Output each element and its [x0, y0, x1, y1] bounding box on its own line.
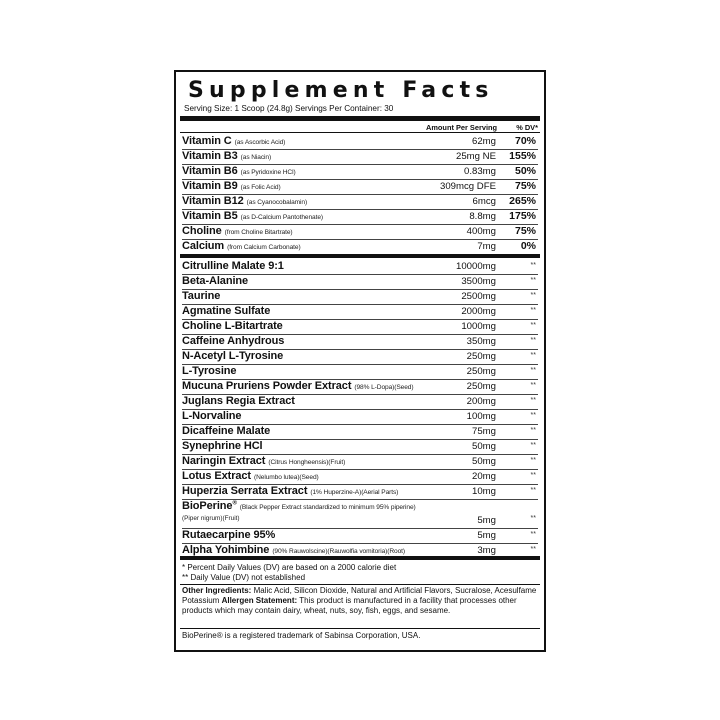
- other-ingredients: [182, 586, 542, 617]
- ingredient-row: [182, 259, 538, 275]
- amount-per-serving: 10000mg: [455, 261, 496, 272]
- registered-mark: ®: [232, 500, 237, 507]
- thin-divider: [180, 584, 540, 585]
- amount-header: Amount Per Serving: [426, 123, 498, 132]
- nutrient-name: Taurine: [182, 290, 221, 302]
- dv-header: % DV*: [516, 123, 538, 132]
- amount-per-serving: 20mg: [472, 471, 496, 482]
- nutrient-source: (Citrus Hongheensis)(Fruit): [268, 459, 346, 466]
- vitamin-row: [182, 209, 538, 225]
- ingredient-row: [182, 499, 538, 529]
- ingredient-row: [182, 484, 538, 500]
- ingredient-row: [182, 424, 538, 440]
- nutrient-source: (Nelumbo lutea)(Seed): [254, 474, 319, 481]
- daily-value: **: [530, 322, 536, 329]
- ingredient-row: [182, 334, 538, 350]
- nutrient-name: Alpha Yohimbine (90% Rauwolscine)(Rauwolfia vomitoria)(Root): [182, 544, 405, 556]
- daily-value: **: [530, 412, 536, 419]
- daily-value: 0%: [520, 240, 536, 252]
- nutrient-source: (as Folic Acid): [240, 184, 281, 191]
- allergen-text: This product is manufactured in a facility that processes other products which may contain dairy, wheat, nuts, soy, fish, eggs, and sesame.: [182, 596, 517, 616]
- amount-per-serving: 10mg: [472, 486, 496, 497]
- amount-per-serving: 0.83mg: [464, 166, 496, 177]
- nutrient-source: (Black Pepper Extract standardized to minimum 95% piperine): [239, 504, 416, 511]
- nutrient-source: (from Choline Bitartrate): [224, 229, 293, 236]
- nutrient-name: Vitamin B5 (as D-Calcium Pantothenate): [182, 210, 323, 222]
- nutrient-source: (98% L-Dopa)(Seed): [354, 384, 414, 391]
- amount-per-serving: 8.8mg: [469, 211, 496, 222]
- amount-per-serving: 2000mg: [461, 306, 496, 317]
- ingredient-row: [182, 394, 538, 410]
- nutrient-source: (as D-Calcium Pantothenate): [240, 214, 323, 221]
- nutrient-source: (as Niacin): [240, 154, 272, 161]
- amount-per-serving: 350mg: [466, 336, 496, 347]
- amount-per-serving: 5mg: [477, 515, 496, 526]
- daily-value: 50%: [514, 165, 536, 177]
- nutrient-name: Dicaffeine Malate: [182, 425, 271, 437]
- thin-divider: [180, 628, 540, 629]
- ingredient-row: [182, 349, 538, 365]
- daily-value: **: [530, 515, 536, 522]
- amount-per-serving: 3500mg: [461, 276, 496, 287]
- nutrient-source: (as Pyridoxine HCl): [240, 169, 296, 176]
- amount-per-serving: 5mg: [477, 530, 496, 541]
- amount-per-serving: 3mg: [477, 545, 496, 556]
- daily-value: **: [530, 277, 536, 284]
- nutrient-name: Choline (from Choline Bitartrate): [182, 225, 293, 237]
- nutrient-source-continued: (Piper nigrum)(Fruit): [182, 515, 240, 522]
- ingredient-row: [182, 319, 538, 335]
- amount-per-serving: 309mcg DFE: [440, 181, 496, 192]
- amount-per-serving: 250mg: [466, 381, 496, 392]
- amount-per-serving: 200mg: [466, 396, 496, 407]
- daily-value: **: [530, 367, 536, 374]
- ingredient-row: [182, 274, 538, 290]
- amount-per-serving: 50mg: [472, 441, 496, 452]
- trademark-note: BioPerine® is a registered trademark of Sabinsa Corporation, USA.: [182, 631, 421, 640]
- amount-per-serving: 250mg: [466, 351, 496, 362]
- daily-value: 155%: [509, 150, 536, 162]
- daily-value: 175%: [509, 210, 536, 222]
- ingredient-row: [182, 364, 538, 380]
- vitamin-row: [182, 149, 538, 165]
- nutrient-name: Calcium (from Calcium Carbonate): [182, 240, 301, 252]
- thick-divider: [180, 556, 540, 560]
- thin-divider: [180, 132, 540, 133]
- vitamin-row: [182, 194, 538, 210]
- nutrient-name: BioPerine®(Black Pepper Extract standardized to minimum 95% piperine): [182, 500, 416, 512]
- vitamin-row: [182, 164, 538, 180]
- amount-per-serving: 400mg: [466, 226, 496, 237]
- daily-value: **: [530, 352, 536, 359]
- daily-value: **: [530, 262, 536, 269]
- thick-divider: [180, 254, 540, 258]
- ingredient-row: [182, 469, 538, 485]
- nutrient-name: Vitamin B12 (as Cyanocobalamin): [182, 195, 308, 207]
- nutrient-name: Mucuna Pruriens Powder Extract (98% L-Dopa)(Seed): [182, 380, 414, 392]
- nutrient-name: L-Tyrosine: [182, 365, 237, 377]
- nutrient-name: Lotus Extract (Nelumbo lutea)(Seed): [182, 470, 319, 482]
- nutrient-name: Synephrine HCl: [182, 440, 263, 452]
- daily-value: **: [530, 382, 536, 389]
- daily-value: **: [530, 442, 536, 449]
- daily-value: **: [530, 337, 536, 344]
- nutrient-name: Vitamin C (as Ascorbic Acid): [182, 135, 286, 147]
- ingredient-row: [182, 289, 538, 305]
- panel-title: Supplement Facts: [188, 78, 494, 103]
- amount-per-serving: 100mg: [466, 411, 496, 422]
- amount-per-serving: 7mg: [477, 241, 496, 252]
- daily-value: 265%: [509, 195, 536, 207]
- nutrient-name: N-Acetyl L-Tyrosine: [182, 350, 284, 362]
- footnote-not-established: ** Daily Value (DV) not established: [182, 573, 306, 582]
- daily-value: **: [530, 397, 536, 404]
- nutrient-name: Agmatine Sulfate: [182, 305, 271, 317]
- ingredient-row: [182, 528, 538, 544]
- ingredient-row: [182, 409, 538, 425]
- daily-value: **: [530, 292, 536, 299]
- amount-per-serving: 6mcg: [472, 196, 496, 207]
- nutrient-name: Vitamin B6 (as Pyridoxine HCl): [182, 165, 296, 177]
- amount-per-serving: 50mg: [472, 456, 496, 467]
- daily-value: **: [530, 531, 536, 538]
- nutrient-source: (as Ascorbic Acid): [234, 139, 286, 146]
- nutrient-name: Beta-Alanine: [182, 275, 249, 287]
- nutrient-name: Choline L-Bitartrate: [182, 320, 283, 332]
- amount-per-serving: 2500mg: [461, 291, 496, 302]
- nutrient-source: (1% Huperzine-A)(Aerial Parts): [310, 489, 399, 496]
- daily-value: **: [530, 307, 536, 314]
- nutrient-name: Rutaecarpine 95%: [182, 529, 276, 541]
- amount-per-serving: 75mg: [472, 426, 496, 437]
- footnote-dv: * Percent Daily Values (DV) are based on a 2000 calorie diet: [182, 563, 397, 572]
- ingredient-row: [182, 454, 538, 470]
- other-ingredients-text: Malic Acid, Silicon Dioxide, Natural and Artificial Flavors, Sucralose, Acesulfame Potassium: [182, 586, 537, 606]
- ingredient-row: [182, 304, 538, 320]
- supplement-facts-panel: [174, 70, 546, 652]
- daily-value: **: [530, 427, 536, 434]
- daily-value: 75%: [514, 225, 536, 237]
- daily-value: **: [530, 457, 536, 464]
- nutrient-name: Naringin Extract (Citrus Hongheensis)(Fruit): [182, 455, 346, 467]
- daily-value: 75%: [514, 180, 536, 192]
- vitamin-row: [182, 239, 538, 254]
- vitamin-row: [182, 224, 538, 240]
- nutrient-name: Huperzia Serrata Extract (1% Huperzine-A)(Aerial Parts): [182, 485, 399, 497]
- vitamin-row: [182, 179, 538, 195]
- nutrient-name: Citrulline Malate 9:1: [182, 260, 284, 272]
- ingredient-row: [182, 439, 538, 455]
- nutrient-name: L-Norvaline: [182, 410, 242, 422]
- allergen-label: Allergen Statement:: [221, 596, 298, 606]
- nutrient-source: (from Calcium Carbonate): [227, 244, 301, 251]
- nutrient-source: (90% Rauwolscine)(Rauwolfia vomitoria)(Root): [272, 548, 405, 555]
- amount-per-serving: 62mg: [472, 136, 496, 147]
- other-ingredients-label: Other Ingredients:: [182, 586, 252, 595]
- serving-info: Serving Size: 1 Scoop (24.8g) Servings Per Container: 30: [184, 104, 394, 113]
- vitamin-row: [182, 134, 538, 150]
- daily-value: **: [530, 472, 536, 479]
- ingredient-row: [182, 379, 538, 395]
- daily-value: **: [530, 487, 536, 494]
- daily-value: **: [530, 546, 536, 553]
- nutrient-name: Juglans Regia Extract: [182, 395, 295, 407]
- nutrient-name: Vitamin B9 (as Folic Acid): [182, 180, 281, 192]
- nutrient-name: Vitamin B3 (as Niacin): [182, 150, 272, 162]
- amount-per-serving: 1000mg: [461, 321, 496, 332]
- thick-divider: [180, 116, 540, 121]
- amount-per-serving: 250mg: [466, 366, 496, 377]
- daily-value: 70%: [514, 135, 536, 147]
- amount-per-serving: 25mg NE: [456, 151, 496, 162]
- nutrient-source: (as Cyanocobalamin): [246, 199, 308, 206]
- nutrient-name: Caffeine Anhydrous: [182, 335, 285, 347]
